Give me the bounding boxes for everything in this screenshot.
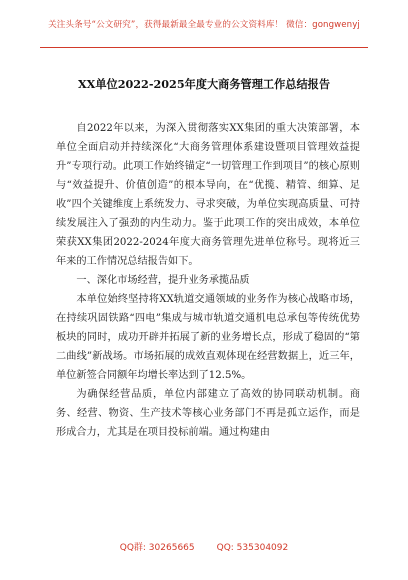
footer-contact [0, 540, 408, 553]
header-divider [40, 47, 368, 48]
document-body [56, 119, 360, 442]
paragraph-market: 本单位始终坚持将XX轨道交通领域的业务作为核心战略市场，在持续巩固铁路“四电”集成与城市轨道交通机电总承包等传统优势板块的同时，成功开辟并拓展了新的业务增长点，形成了稳固的“第二曲线”新战场。市场拓展的成效直观体现在经营数据上，近三年，单位新签合同额年均增长率达到了12.5%。 [56, 294, 360, 381]
footer-qq-group: QQ群: 30265665 [119, 543, 195, 553]
document-title: XX单位2022-2025年度大商务管理工作总结报告 [77, 77, 331, 91]
footer-qq: QQ: 535304092 [216, 543, 289, 553]
header-promo-text: 关注头条号“公文研究”，获得最新最全最专业的公文资料库！ 微信：gongwenyj [48, 20, 360, 30]
paragraph-intro: 自2022年以来，为深入贯彻落实XX集团的重大决策部署，本单位全面启动并持续深化“大商务管理体系建设暨项目管理效益提升”专项行动。此项工作始终锚定“一切管理工作到项目”的核心原则与“效益提升、价值创造”的根本导向，在“优揽、精管、细算、足收”四个关键维度上系统发力、寻求突破，为单位实现高质量、可持续发展注入了强劲的内生动力。鉴于此项工作的突出成效，本单位荣获XX集团2022-2024年度大商务管理先进单位称号。现将近三年来的工作情况总结报告如下。 [56, 123, 360, 267]
section-heading-1: 一、深化市场经营，提升业务承揽品质 [76, 275, 250, 286]
paragraph-quality: 为确保经营品质，单位内部建立了高效的协同联动机制。商务、经营、物资、生产技术等核心业务部门不再是孤立运作，而是形成合力，尤其是在项目投标前端。通过构建由 [56, 389, 360, 438]
